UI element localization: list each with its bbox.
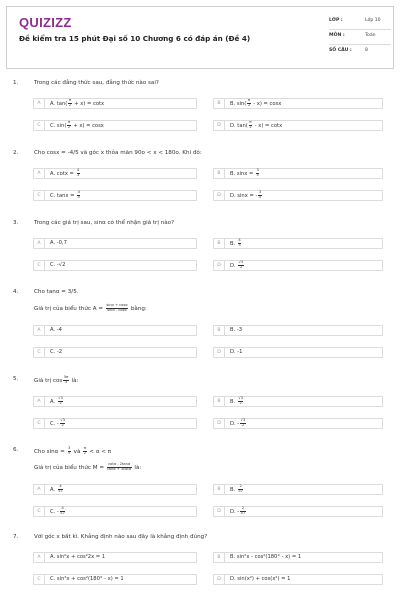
option-text: C. -2 — [50, 349, 63, 355]
option-text: C. sin( $\frac{\pi}{2}$ + x) = cosx — [50, 120, 104, 129]
option-text: C. sin²x + cos²(180° - x) = 1 — [50, 576, 124, 582]
option-letter: B — [214, 326, 225, 335]
option-d[interactable] — [213, 418, 383, 429]
option-letter: A — [34, 485, 45, 494]
option-d[interactable] — [213, 347, 383, 358]
option-letter: B — [214, 553, 225, 562]
option-d[interactable] — [213, 190, 383, 201]
option-d[interactable] — [213, 506, 383, 517]
option-letter: B — [214, 485, 225, 494]
option-letter: B — [214, 397, 225, 406]
option-d[interactable] — [213, 574, 383, 585]
meta-value: 8 — [365, 48, 368, 53]
option-text: D. $\frac{√5}{2}$ — [230, 260, 244, 269]
option-text: C. tanx = $\frac{4}{5}$ — [50, 190, 80, 199]
question-text: Giá trị của biểu thức M = $\frac{\cot\alpha - 2\tan\alpha}{\tan\alpha + 3\cot\alpha}$ là: — [34, 462, 142, 471]
option-letter: D — [214, 507, 225, 516]
option-letter: D — [214, 419, 225, 428]
question-text: Cho cosx = -4/5 và góc x thỏa mãn 90o < x < 180o. Khi đó: — [34, 150, 202, 156]
option-text: D. - $\frac{√3}{2}$ — [230, 418, 246, 427]
option-letter: B — [214, 99, 225, 108]
option-text: B. $\frac{√3}{2}$ — [230, 396, 243, 405]
meta-label: SỐ CÂU : — [329, 48, 352, 53]
meta-value: Toán — [365, 33, 376, 38]
meta-row-count — [329, 45, 391, 60]
option-a[interactable] — [33, 484, 197, 495]
option-text: D. tan( $\frac{\pi}{2}$ - x) = cotx — [230, 120, 283, 129]
question-text: Trong các giá trị sau, sinα có thể nhận giá trị nào? — [34, 220, 175, 226]
option-a[interactable] — [33, 396, 197, 407]
option-c[interactable] — [33, 120, 197, 131]
meta-value: Lớp 10 — [365, 18, 381, 23]
option-b[interactable] — [213, 396, 383, 407]
option-letter: D — [214, 121, 225, 130]
question-text: Cho tanα = 3/5. — [34, 289, 79, 295]
option-text: B. sin²x - cos²(180° - x) = 1 — [230, 554, 302, 560]
option-c[interactable] — [33, 190, 197, 201]
option-letter: B — [214, 169, 225, 178]
option-text: C. - $\frac{√3}{2}$ — [50, 418, 65, 427]
option-b[interactable] — [213, 484, 383, 495]
option-d[interactable] — [213, 260, 383, 271]
option-text: A. $\frac{4}{57}$ — [50, 484, 63, 493]
option-text: D. sinx = - $\frac{3}{5}$ — [230, 190, 262, 199]
document-header — [6, 6, 394, 69]
question-text: Cho sinα = $\frac{3}{5}$ và $\frac{\pi}{2}$ < α < π — [34, 446, 112, 455]
question-text: Giá trị cos $\frac{5\pi}{3}$ là: — [34, 375, 79, 384]
question-text: Với góc x bất kì. Khẳng định nào sau đây là khẳng định đúng? — [34, 534, 208, 540]
question-text: Trong các đẳng thức sau, đẳng thức nào sai? — [34, 80, 159, 86]
option-b[interactable] — [213, 238, 383, 249]
option-text: A. cotx = $\frac{4}{3}$ — [50, 168, 80, 177]
question-text: Giá trị của biểu thức A = $\frac{\sin\alpha + \cos\alpha}{\sin\alpha - \cos\alpha}$ bằng: — [34, 303, 147, 312]
option-letter: C — [34, 575, 45, 584]
option-text: B. sinx = $\frac{3}{5}$ — [230, 168, 259, 177]
option-text: D. sin(x²) + cos(x²) = 1 — [230, 576, 291, 582]
meta-row-class — [329, 15, 391, 30]
option-letter: C — [34, 191, 45, 200]
option-letter: C — [34, 348, 45, 357]
question-number: 7. — [13, 534, 19, 540]
meta-info — [329, 15, 391, 60]
option-b[interactable] — [213, 98, 383, 109]
option-b[interactable] — [213, 168, 383, 179]
option-text: C. -√2 — [50, 262, 66, 268]
meta-label: MÔN : — [329, 33, 345, 38]
option-letter: D — [214, 191, 225, 200]
option-letter: C — [34, 419, 45, 428]
option-c[interactable] — [33, 574, 197, 585]
option-c[interactable] — [33, 347, 197, 358]
option-letter: D — [214, 348, 225, 357]
option-letter: D — [214, 575, 225, 584]
option-c[interactable] — [33, 506, 197, 517]
option-letter: C — [34, 507, 45, 516]
option-c[interactable] — [33, 418, 197, 429]
option-text: D. - $\frac{2}{57}$ — [230, 506, 246, 515]
question-number: 5. — [13, 376, 19, 382]
option-text: B. $\frac{4}{3}$ — [230, 238, 241, 247]
option-text: B. -3 — [230, 327, 243, 333]
option-text: A. -0,7 — [50, 240, 67, 246]
option-letter: A — [34, 326, 45, 335]
option-text: B. $\frac{2}{57}$ — [230, 484, 243, 493]
option-d[interactable] — [213, 120, 383, 131]
option-letter: C — [34, 261, 45, 270]
option-text: C. - $\frac{4}{57}$ — [50, 506, 65, 515]
option-letter: D — [214, 261, 225, 270]
option-letter: A — [34, 169, 45, 178]
question-number: 6. — [13, 447, 19, 453]
option-letter: A — [34, 397, 45, 406]
option-text: A. $\frac{√3}{2}$ — [50, 396, 63, 405]
meta-label: LỚP : — [329, 18, 343, 23]
option-a[interactable] — [33, 552, 197, 563]
option-b[interactable] — [213, 325, 383, 336]
question-number: 3. — [13, 220, 19, 226]
option-letter: C — [34, 121, 45, 130]
question-number: 4. — [13, 289, 19, 295]
option-text: D. -1 — [230, 349, 243, 355]
question-number: 2. — [13, 150, 19, 156]
option-text: A. sin²x + cos²2x = 1 — [50, 554, 106, 560]
option-letter: A — [34, 239, 45, 248]
option-a[interactable] — [33, 238, 197, 249]
option-letter: B — [214, 239, 225, 248]
option-c[interactable] — [33, 260, 197, 271]
option-a[interactable] — [33, 325, 197, 336]
option-text: B. sin( $\frac{\pi}{2}$ - x) = cosx — [230, 98, 282, 107]
option-a[interactable] — [33, 98, 197, 109]
option-text: A. tan( $\frac{\pi}{2}$ + x) = cotx — [50, 98, 105, 107]
meta-row-subject — [329, 30, 391, 45]
option-letter: A — [34, 553, 45, 562]
quizizz-logo: QUIZIZZ — [19, 15, 72, 30]
question-number: 1. — [13, 80, 19, 86]
option-b[interactable] — [213, 552, 383, 563]
document-title: Đề kiểm tra 15 phút Đại số 10 Chương 6 có đáp án (Đề 4) — [19, 34, 251, 43]
option-text: A. -4 — [50, 327, 62, 333]
option-letter: A — [34, 99, 45, 108]
option-a[interactable] — [33, 168, 197, 179]
